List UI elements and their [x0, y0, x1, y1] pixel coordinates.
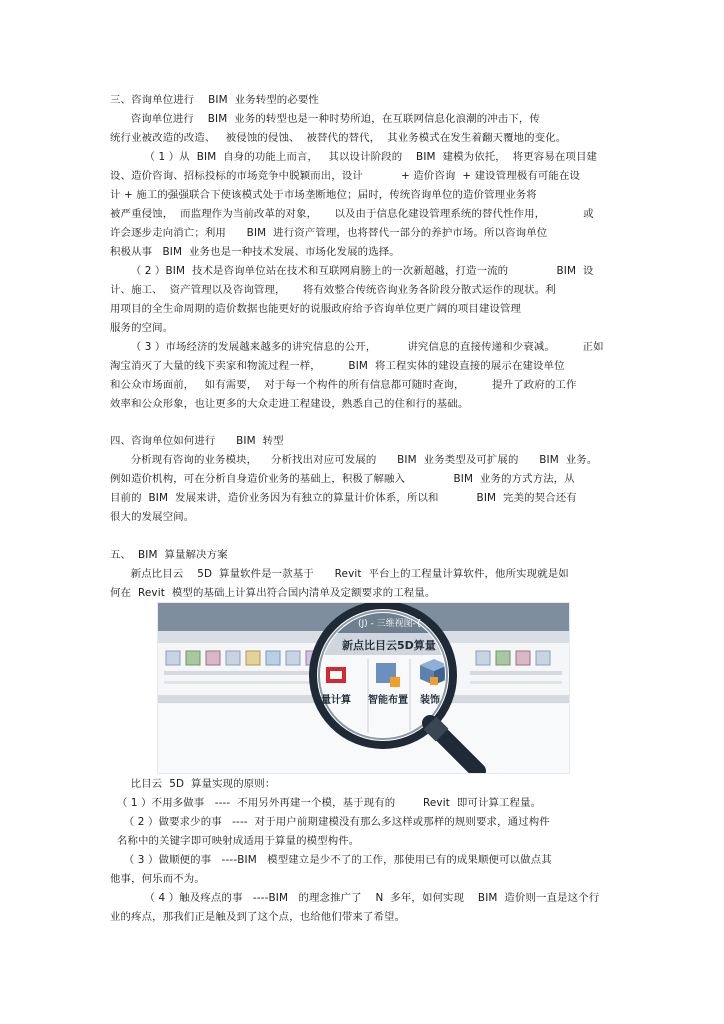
section-3-line: （ 2 ）BIM 技术是咨询单位站在技术和互联网肩膀上的一次新超越，打造一流的 BIM 设 — [110, 265, 594, 277]
section-3-line: 许会逐步走向消亡；利用 BIM 进行资产管理，也将替代一部分的养护市场。所以咨询单位 — [110, 227, 548, 239]
ribbon-magnifier-illustration — [158, 603, 569, 773]
section-3-line: 积极从事 BIM 业务也是一种技术发展、市场化发展的选择。 — [110, 246, 400, 258]
section-5-line: 新点比目云 5D 算量软件是一款基于 Revit 平台上的工程量计算软件，他所实现就是如 — [110, 568, 569, 580]
principles-line: （ 3 ）做顺便的事 ----BIM 模型建立是少不了的工作，那使用已有的成果顺便可以做点其 — [110, 854, 552, 866]
section-3-line: 计 + 施工的强强联合下使该模式处于市场垄断地位；届时，传统咨询单位的造价管理业务将 — [110, 189, 537, 201]
section-3-line: 和公众市场面前， 如有需要， 对于每一个构件的所有信息都可随时查询， 提升了政府的工作 — [110, 379, 577, 391]
principles-line: （ 1 ）不用多做事 ---- 不用另外再建一个模，基于现有的 Revit 即可计算工程量。 — [110, 797, 542, 809]
section-4-line: 分析现有咨询的业务模块， 分析找出对应可发展的 BIM 业务类型及可扩展的 BIM 业务。 — [110, 454, 598, 466]
principles-line: 他事，何乐而不为。 — [110, 873, 205, 885]
principles-line: 业的疼点，那我们正是触及到了这个点，也给他们带来了希望。 — [110, 911, 406, 923]
section-3-line: 淘宝消灭了大量的线下卖家和物流过程一样， BIM 将工程实体的建设直接的展示在建设单位 — [110, 360, 565, 372]
section-3-line: （ 3 ）市场经济的发展越来越多的讲究信息的公开， 讲究信息的直接传递和少衰减。 正如 — [110, 341, 604, 353]
magnifier-tool-label: 量计算 — [321, 695, 351, 706]
section-3-line: 计、施工、 资产管理以及咨询管理， 将有效整合传统咨询业务各阶段分散式运作的现状。利 — [110, 284, 556, 296]
principles-line: 比目云 5D 算量实现的原则： — [110, 778, 276, 790]
section-5-heading: 五、 BIM 算量解决方案 — [110, 549, 228, 561]
section-4-line: 目前的 BIM 发展来讲，造价业务因为有独立的算量计价体系，所以和 BIM 完美的契合还有 — [110, 492, 577, 504]
section-3-line: 效率和公众形象，也让更多的大众走进工程建设，熟悉自己的住和行的基础。 — [110, 398, 469, 410]
section-3-heading: 三、咨询单位进行 BIM 业务转型的必要性 — [110, 94, 319, 106]
magnifier-tool-label: 智能布置 — [368, 695, 408, 706]
principles-line: 名称中的关键字即可映射成适用于算量的模型构件。 — [110, 835, 360, 847]
section-4-line: 很大的发展空间。 — [110, 511, 195, 523]
section-3-line: 服务的空间。 — [110, 322, 174, 334]
principles-line: （ 2 ）做要求少的事 ---- 对于用户前期建模没有那么多这样或那样的规则要求，通过构件 — [110, 816, 550, 828]
section-3-line: 被严重侵蚀， 而监理作为当前改革的对象， 以及由于信息化建设管理系统的替代性作用， 或 — [110, 208, 594, 220]
magnifier-topbar-text: (J) - 三维视图-{ — [358, 619, 422, 629]
section-5-line: 何在 Revit 模型的基础上计算出符合国内清单及定额要求的工程量。 — [110, 587, 436, 599]
section-3-line: 设、造价咨询、招标投标的市场竞争中脱颖而出，设计 + 造价咨询 + 建设管理极有可能在设 — [110, 170, 581, 182]
section-3-line: 咨询单位进行 BIM 业务的转型也是一种时势所迫，在互联网信息化浪潮的冲击下，传 — [110, 113, 540, 125]
section-4-heading: 四、咨询单位如何进行 BIM 转型 — [110, 435, 284, 447]
principles-line: （ 4 ）触及疼点的事 ----BIM 的理念推广了 N 多年，如何实现 BIM 造价则一直是这个行 — [110, 892, 600, 904]
magnifier-tool-label: 装饰 — [420, 695, 440, 706]
section-3-line: （ 1 ）从 BIM 自身的功能上而言， 其以设计阶段的 BIM 建模为依托， 将更容易在项目建 — [110, 151, 598, 163]
software-screenshot-figure — [157, 602, 570, 774]
section-4-line: 例如造价机构，可在分析自身造价业务的基础上，积极了解融入 BIM 业务的方式方法，从 — [110, 473, 575, 485]
section-3-line: 统行业被改造的改造、 被侵蚀的侵蚀、 被替代的替代， 其业务模式在发生着翻天覆地的变化。 — [110, 132, 567, 144]
section-3-line: 用项目的全生命周期的造价数据也能更好的说服政府给予咨询单位更广阔的项目建设管理 — [110, 303, 522, 315]
magnifier-title: 新点比目云5D算量 — [342, 639, 436, 652]
